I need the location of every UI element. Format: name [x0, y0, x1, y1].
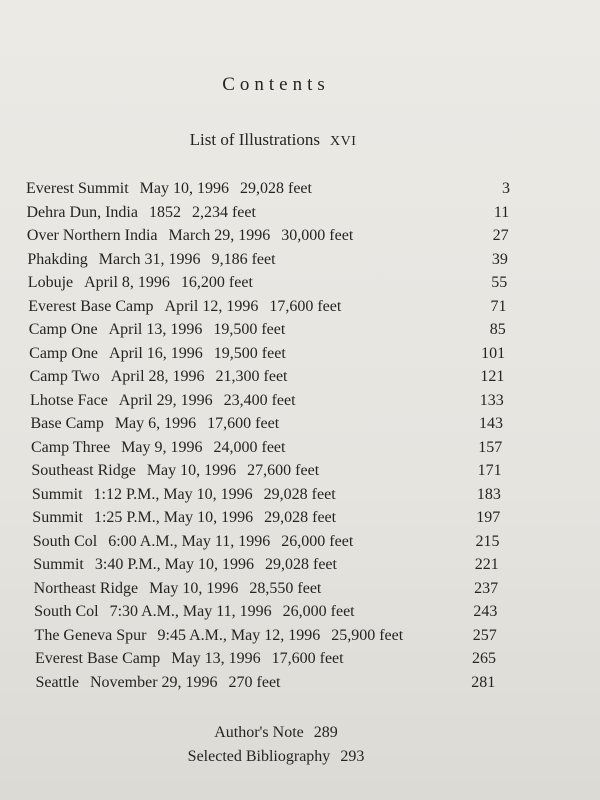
entry-alt: 17,600 feet [271, 650, 344, 667]
entry-page-number: 157 [478, 438, 503, 456]
entry-page-number: 27 [492, 227, 509, 244]
illustrations-page: XVI [329, 134, 357, 149]
entry-alt: 23,400 feet [223, 391, 296, 409]
entry-alt: 26,000 feet [281, 532, 354, 550]
entry-alt: 21,300 feet [215, 368, 288, 385]
entry-date: May 10, 1996 [149, 579, 239, 597]
entry-place: Summit [31, 485, 83, 503]
entry-alt: 27,600 feet [247, 462, 320, 479]
entry-page-number: 237 [474, 579, 499, 597]
entry-page-number: 71 [490, 297, 507, 315]
toc-entry [0, 486, 600, 508]
entry-place: Over Northern India [26, 227, 158, 244]
entry-text [31, 462, 330, 480]
entry-place: Northeast Ridge [33, 579, 139, 597]
entry-time: 6:00 A.M., May 11, 1996 [108, 532, 271, 550]
illustrations-label: List of Illustrations [189, 130, 320, 149]
entry-text [29, 345, 297, 363]
entry-place: Camp Two [29, 368, 100, 385]
entry-page-number: 243 [473, 603, 498, 620]
entry-date: May 10, 1996 [139, 180, 229, 197]
entry-page-number: 183 [476, 485, 501, 503]
entry-date: April 29, 1996 [118, 391, 213, 409]
back-matter-label: Author's Note [214, 724, 304, 741]
entry-page-number: 3 [502, 180, 510, 197]
entry-text [32, 509, 347, 527]
entry-page-number: 197 [476, 509, 501, 526]
toc-entry [0, 509, 600, 531]
entry-page-number: 121 [480, 368, 505, 385]
toc-entry [0, 674, 600, 696]
entry-text [27, 251, 286, 269]
back-matter-page: 289 [313, 724, 338, 741]
toc-entry [0, 274, 600, 296]
entry-alt: 2,234 feet [191, 203, 256, 221]
entry-place: Everest Base Camp [35, 650, 161, 667]
entry-place: Camp One [28, 321, 98, 338]
entry-text [30, 368, 299, 386]
entry-text [33, 556, 348, 574]
toc-entry [0, 345, 600, 367]
entry-text [26, 204, 267, 222]
entry-place: The Geneva Spur [34, 626, 147, 644]
entry-text [30, 392, 307, 410]
entry-alt: 19,500 feet [213, 321, 286, 338]
toc-entry [0, 227, 600, 249]
entry-page-number: 85 [489, 321, 506, 338]
entry-time: 9:45 A.M., May 12, 1996 [157, 626, 321, 644]
toc-entry [0, 180, 600, 202]
toc-entry [0, 204, 600, 226]
entry-text [28, 298, 352, 316]
toc-entry [0, 392, 600, 414]
entry-alt: 29,028 feet [263, 485, 336, 503]
toc-entry [0, 462, 600, 484]
entry-date: March 29, 1996 [168, 227, 271, 244]
entry-place: Everest Summit [26, 180, 129, 197]
entry-alt: 25,900 feet [331, 626, 404, 644]
entry-page-number: 215 [475, 532, 500, 550]
entry-text [34, 603, 366, 621]
contents-heading: Contents [222, 74, 330, 95]
entry-place: Base Camp [30, 415, 104, 432]
toc-entry [0, 580, 600, 602]
entry-text [27, 227, 364, 245]
entry-text [31, 439, 297, 457]
entry-alt: 17,600 feet [207, 415, 280, 432]
entry-date: May 10, 1996 [146, 462, 237, 479]
entry-page-number: 221 [474, 556, 499, 573]
back-matter-item [0, 724, 552, 742]
entry-place: Southeast Ridge [31, 462, 136, 479]
toc-entry [0, 650, 600, 672]
toc-entry [0, 603, 600, 625]
entry-alt: 16,200 feet [180, 274, 253, 291]
entry-place: Lobuje [27, 274, 74, 291]
entry-place: Phakding [27, 250, 88, 268]
entry-place: Dehra Dun, India [26, 203, 138, 221]
toc-entry [0, 439, 600, 461]
entry-text [35, 674, 291, 692]
toc-entry [0, 298, 600, 320]
entry-date: April 16, 1996 [109, 344, 203, 362]
entry-page-number: 281 [471, 673, 496, 691]
entry-place: Summit [32, 509, 83, 526]
entry-time: 1:12 P.M., May 10, 1996 [93, 485, 253, 503]
toc-entry [0, 251, 600, 273]
entry-place: Summit [33, 556, 84, 573]
entry-date: April 28, 1996 [110, 368, 205, 385]
back-matter-page: 293 [340, 748, 365, 765]
entry-page-number: 171 [477, 462, 502, 479]
entry-place: South Col [32, 532, 98, 550]
entry-time: 7:30 A.M., May 11, 1996 [109, 603, 272, 620]
entry-page-number: 143 [479, 415, 503, 432]
back-matter-label: Selected Bibliography [187, 748, 331, 765]
entry-alt: 24,000 feet [213, 438, 286, 456]
entry-alt: 26,000 feet [282, 603, 355, 620]
entry-date: April 13, 1996 [108, 321, 203, 338]
toc-entry [0, 533, 600, 555]
entry-date: April 8, 1996 [84, 274, 170, 291]
entry-text [28, 274, 264, 292]
entry-date: May 6, 1996 [114, 415, 197, 432]
entry-page-number: 55 [491, 274, 508, 291]
entry-page-number: 101 [481, 344, 506, 362]
toc-entry [0, 321, 600, 343]
entry-date: April 12, 1996 [164, 297, 259, 315]
entry-text [26, 180, 323, 198]
entry-text [35, 650, 355, 668]
entry-page-number: 265 [472, 650, 496, 667]
list-of-illustrations [0, 130, 546, 150]
entry-alt: 29,028 feet [264, 509, 337, 526]
entry-page-number: 257 [472, 626, 497, 644]
toc-entry [0, 368, 600, 390]
entry-text [34, 580, 333, 598]
entry-place: South Col [34, 603, 99, 620]
entry-place: Camp Three [30, 438, 111, 456]
toc-entry [0, 415, 600, 437]
entry-place: Lhotse Face [30, 391, 108, 409]
entry-place: Camp One [29, 344, 99, 362]
entry-date: May 9, 1996 [121, 438, 203, 456]
entry-place: Seattle [35, 673, 79, 691]
toc-entry [0, 627, 600, 649]
entry-page-number: 133 [479, 391, 504, 409]
entry-alt: 28,550 feet [249, 579, 322, 597]
entry-page-number: 39 [491, 250, 508, 268]
entry-alt: 270 feet [228, 673, 281, 691]
entry-text [31, 415, 291, 433]
entry-text [33, 533, 365, 551]
entry-place: Everest Base Camp [28, 297, 154, 315]
toc-entry [0, 556, 600, 578]
entry-text [35, 627, 415, 645]
entry-date: March 31, 1996 [98, 250, 201, 268]
entry-date: November 29, 1996 [89, 673, 218, 691]
entry-alt: 19,500 feet [213, 344, 286, 362]
entry-alt: 9,186 feet [211, 250, 276, 268]
entry-alt: 29,028 feet [265, 556, 337, 573]
entry-alt: 30,000 feet [281, 227, 354, 244]
entry-text [29, 321, 297, 339]
entry-page-number: 11 [493, 203, 510, 221]
entry-time: 1:25 P.M., May 10, 1996 [93, 509, 254, 526]
entry-date: May 13, 1996 [171, 650, 261, 667]
entry-alt: 29,028 feet [239, 180, 312, 197]
entry-alt: 17,600 feet [269, 297, 342, 315]
entry-time: 3:40 P.M., May 10, 1996 [94, 556, 254, 573]
entry-date: 1852 [148, 203, 181, 221]
back-matter-item [0, 748, 552, 766]
entry-text [32, 486, 347, 504]
